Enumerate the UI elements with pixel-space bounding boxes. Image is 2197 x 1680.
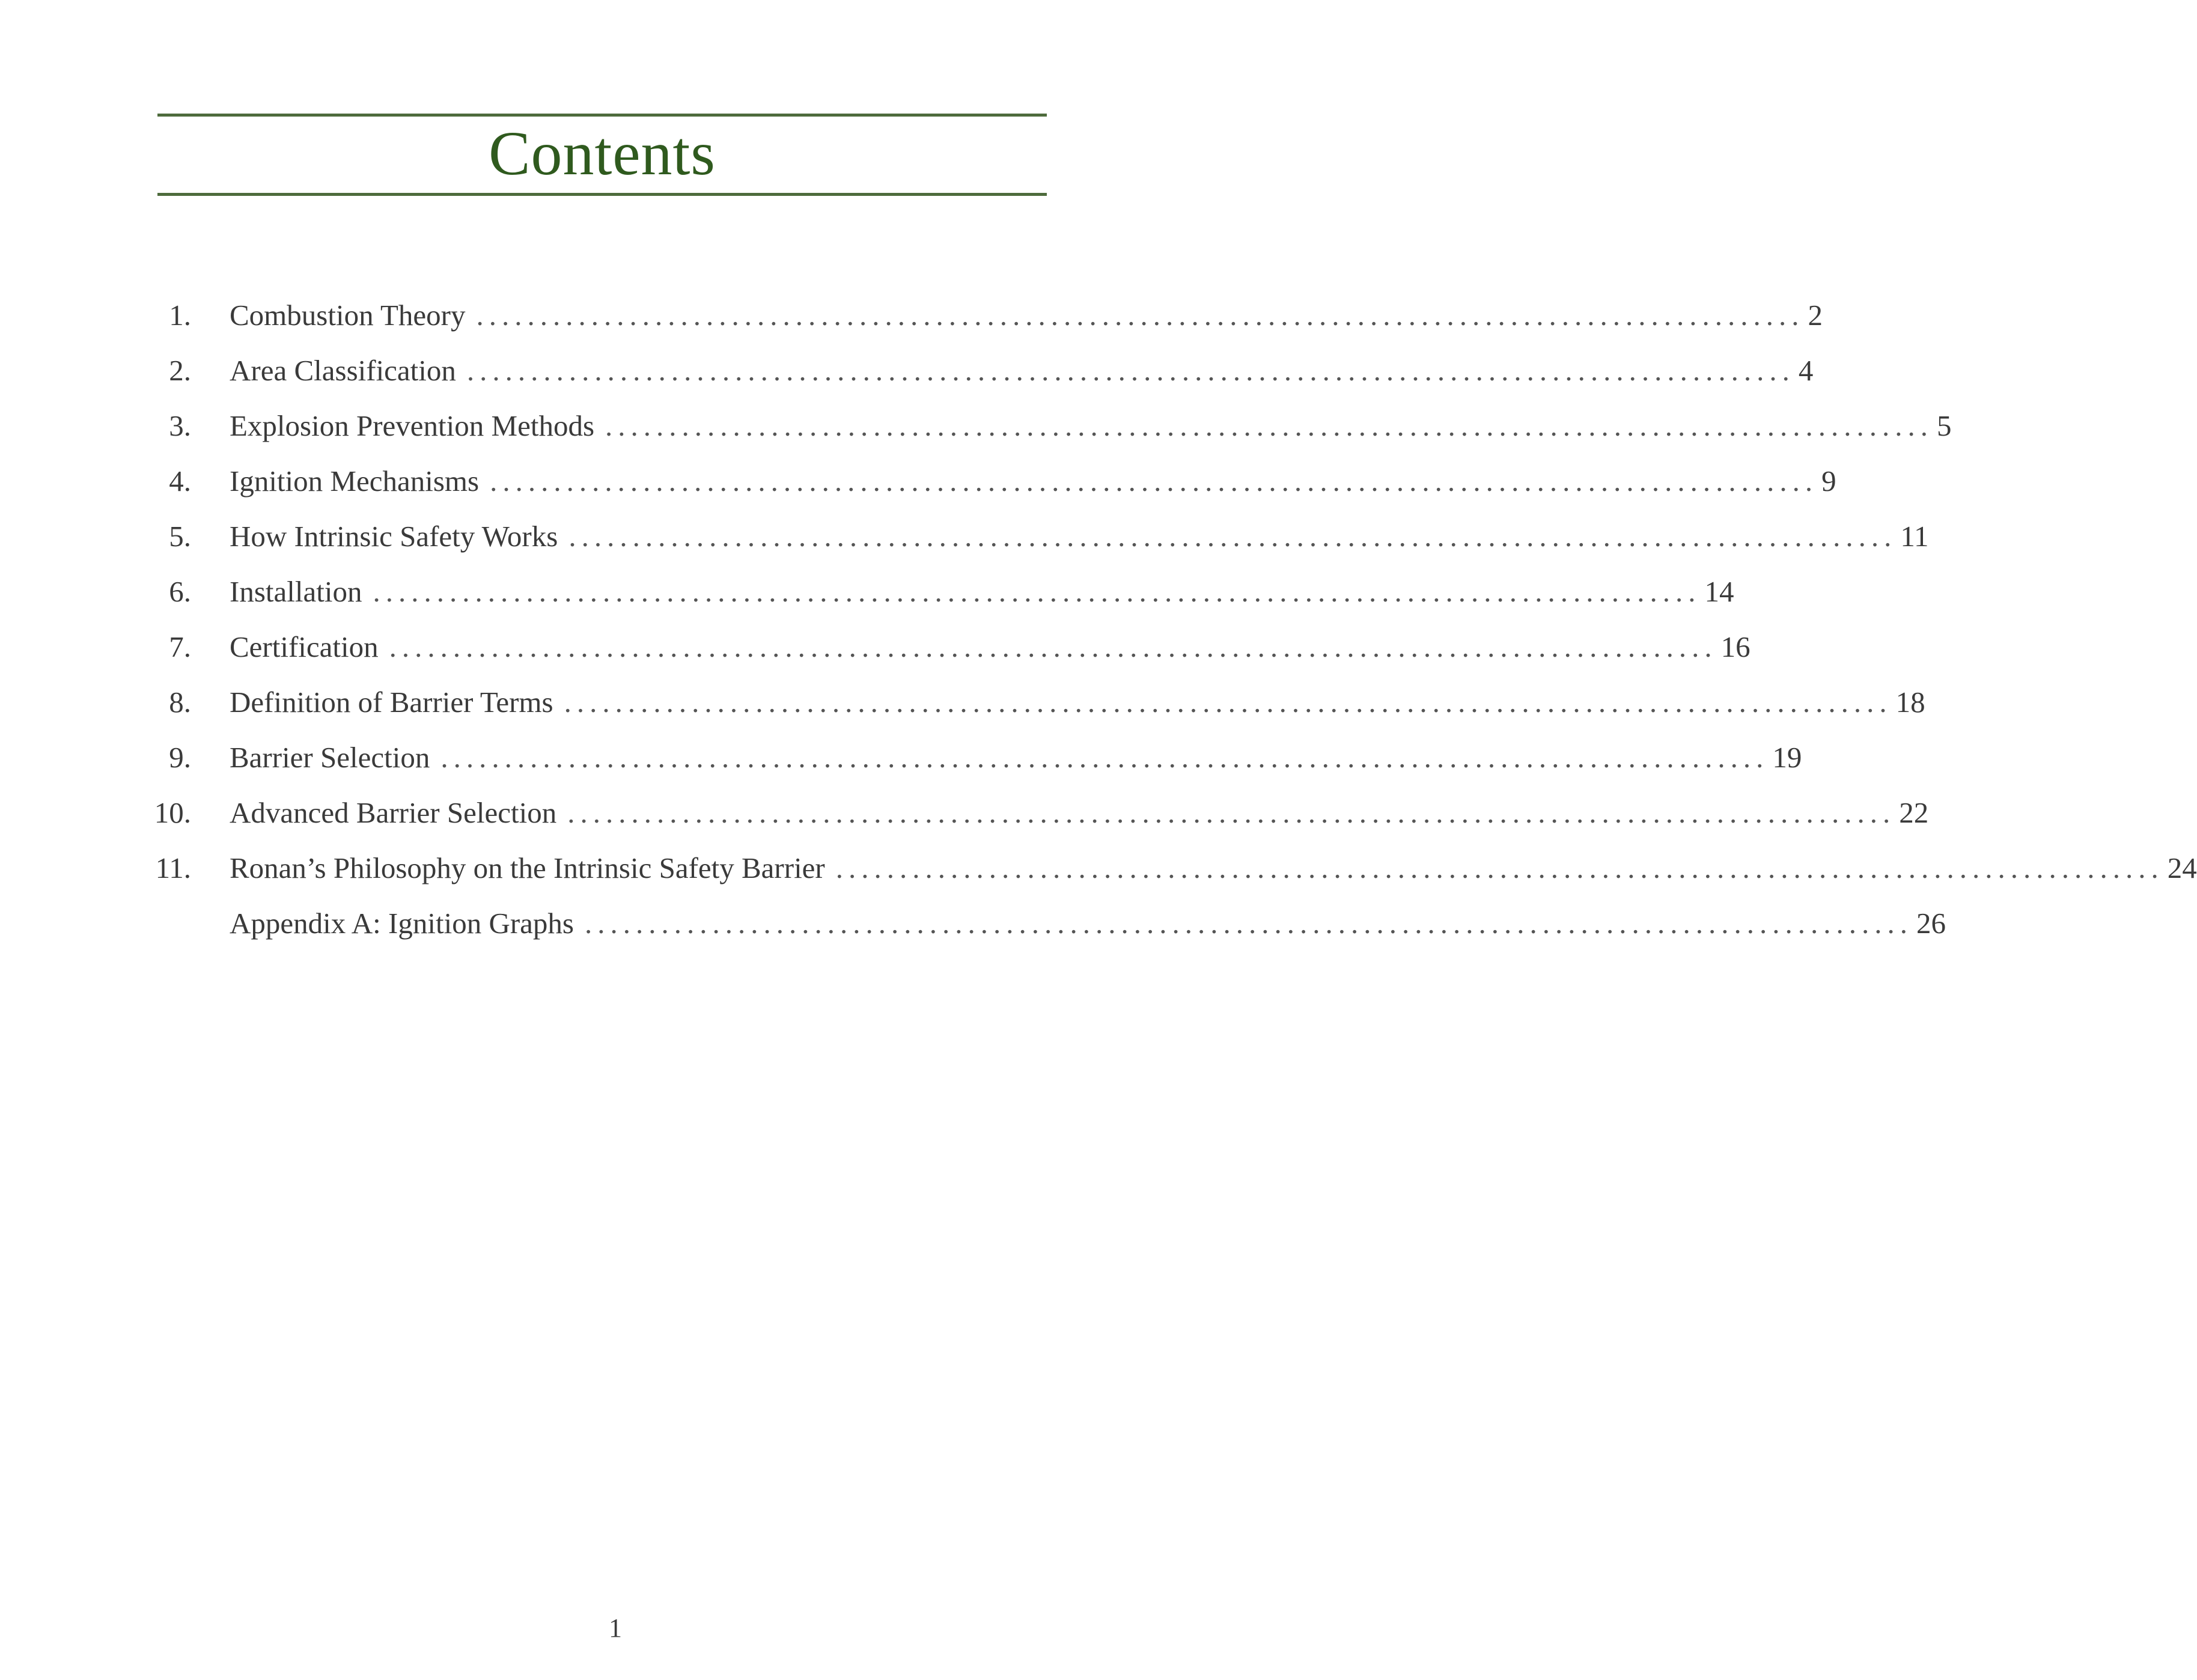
- toc-dot-leader: ........................................................................................................: [568, 520, 1897, 553]
- toc-dot-leader: ........................................................................................................: [490, 464, 1818, 498]
- toc-entry[interactable]: [0, 405, 1952, 447]
- toc-entry-title: Certification: [230, 630, 379, 663]
- toc-entry-page: 19: [1772, 741, 1802, 774]
- toc-entry[interactable]: [0, 737, 1802, 779]
- toc-dot-leader: ........................................................................................................: [584, 907, 1913, 940]
- page-number: 1: [609, 1613, 622, 1643]
- toc-entry-number: 2.: [169, 354, 191, 387]
- toc-entry-title: Barrier Selection: [230, 741, 430, 774]
- page-title: Contents: [489, 119, 716, 188]
- toc-entry-title: Area Classification: [230, 354, 456, 387]
- toc-entry-number: 5.: [169, 520, 191, 553]
- toc-entry-number: 3.: [169, 409, 191, 442]
- toc-dot-leader: ........................................................................................................: [567, 796, 1896, 829]
- toc-entry-number: 8.: [169, 686, 191, 719]
- title-rule-bottom: [157, 193, 1047, 196]
- toc-entry[interactable]: [0, 681, 1925, 723]
- toc-dot-leader: ........................................................................................................: [466, 354, 1795, 387]
- toc-entry-page: 26: [1916, 907, 1946, 940]
- toc-entry-page: 24: [2167, 851, 2197, 884]
- toc-entry-page: 14: [1704, 575, 1734, 608]
- toc-entry-number: 6.: [169, 575, 191, 608]
- toc-entry-page: 22: [1899, 796, 1929, 829]
- toc-entry-title: How Intrinsic Safety Works: [230, 520, 558, 553]
- toc-entry[interactable]: [0, 350, 1814, 392]
- toc-entry-title: Advanced Barrier Selection: [230, 796, 557, 829]
- toc-entry[interactable]: [0, 516, 1929, 558]
- toc-entry-appendix[interactable]: [0, 902, 1946, 945]
- toc-entry[interactable]: [0, 460, 1836, 502]
- toc-entry-page: 2: [1808, 299, 1823, 332]
- toc-entry-number: 7.: [169, 630, 191, 663]
- toc-entry[interactable]: [0, 571, 1734, 613]
- toc-entry-title: Definition of Barrier Terms: [230, 686, 553, 719]
- toc-entry-page: 4: [1798, 354, 1814, 387]
- toc-entry[interactable]: [0, 294, 1823, 336]
- toc-entry-title: Ronan’s Philosophy on the Intrinsic Safety Barrier: [230, 851, 825, 884]
- toc-dot-leader: ........................................................................................................: [564, 686, 1892, 719]
- toc-dot-leader: ........................................................................................................: [605, 409, 1934, 442]
- toc-entry-number: 1.: [169, 299, 191, 332]
- toc-entry-title: Explosion Prevention Methods: [230, 409, 595, 442]
- toc-dot-leader: ........................................................................................................: [835, 851, 2164, 884]
- toc-entry-page: 5: [1937, 409, 1952, 442]
- toc-entry[interactable]: [0, 626, 1751, 668]
- toc-dot-leader: ........................................................................................................: [373, 575, 1701, 608]
- toc-entry-number: 4.: [169, 464, 191, 498]
- toc-entry-title: Installation: [230, 575, 362, 608]
- toc-entry-page: 16: [1720, 630, 1751, 663]
- toc-entry-page: 18: [1895, 686, 1925, 719]
- toc-entry-title: Appendix A: Ignition Graphs: [230, 907, 574, 940]
- toc-dot-leader: ........................................................................................................: [440, 741, 1769, 774]
- toc-entry[interactable]: [0, 792, 1929, 834]
- toc-entry-page: 11: [1900, 520, 1929, 553]
- title-rule-top: [157, 114, 1047, 117]
- toc-entry-number: 11.: [155, 851, 191, 884]
- toc-entry-page: 9: [1821, 464, 1836, 498]
- toc-entry[interactable]: [0, 847, 2197, 889]
- toc-entry-title: Ignition Mechanisms: [230, 464, 480, 498]
- toc-entry-number: 9.: [169, 741, 191, 774]
- toc-dot-leader: ........................................................................................................: [389, 630, 1717, 663]
- toc-dot-leader: ........................................................................................................: [476, 299, 1805, 332]
- toc-entry-number: 10.: [154, 796, 191, 829]
- toc-entry-title: Combustion Theory: [230, 299, 466, 332]
